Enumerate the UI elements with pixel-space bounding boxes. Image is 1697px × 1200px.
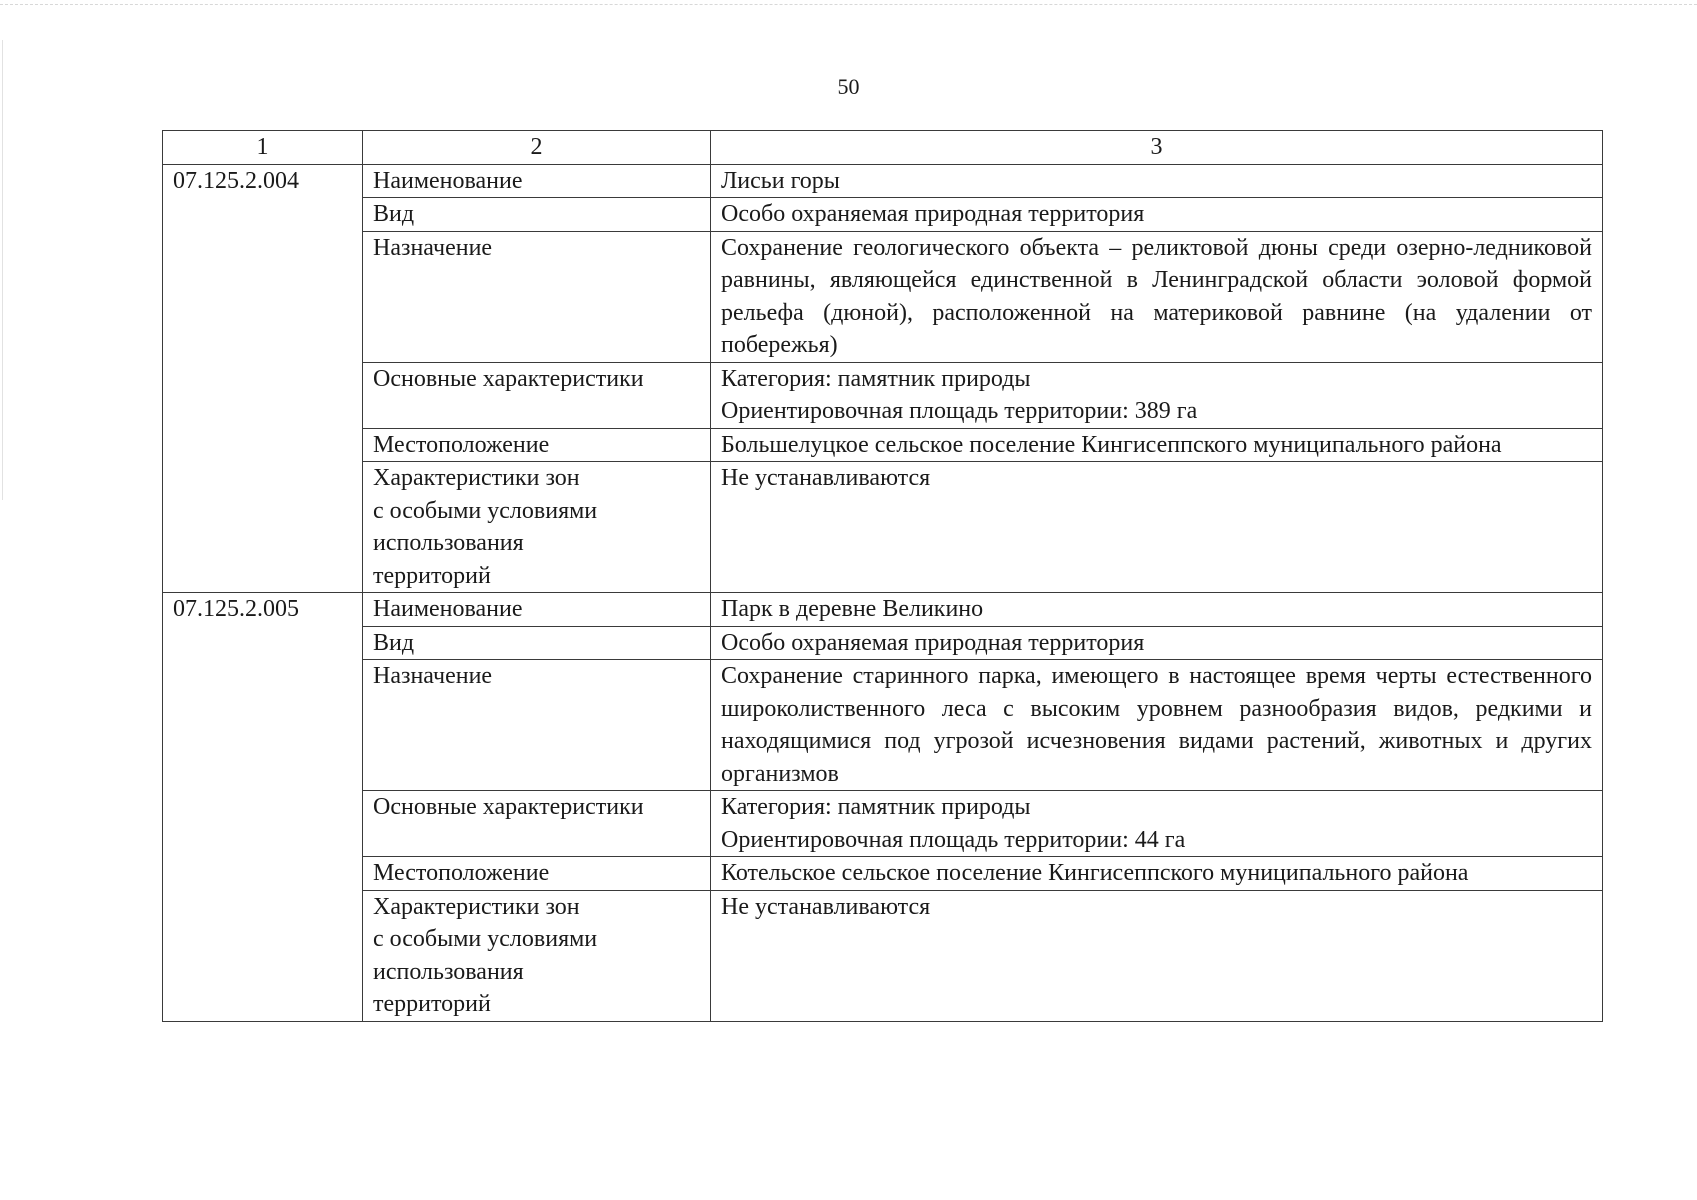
column-header-2: 2 xyxy=(363,131,711,165)
row-value: Не устанавливаются xyxy=(711,462,1603,593)
row-label: Наименование xyxy=(363,593,711,627)
table-row xyxy=(163,462,1603,593)
label-line: территорий xyxy=(373,562,491,589)
column-header-1: 1 xyxy=(163,131,363,165)
table-row xyxy=(163,791,1603,857)
row-value: Большелуцкое сельское поселение Кингисеппского муниципального района xyxy=(711,428,1603,462)
row-value: Лисьи горы xyxy=(711,164,1603,198)
label-line: с особыми условиями xyxy=(373,926,598,952)
table-row xyxy=(163,890,1603,1021)
row-label xyxy=(363,462,711,593)
row-value: Особо охраняемая природная территория xyxy=(711,198,1603,232)
table-row xyxy=(163,164,1603,198)
row-label: Назначение xyxy=(363,231,711,362)
label-line: Характеристики зон xyxy=(373,893,580,920)
row-label: Местоположение xyxy=(363,428,711,462)
table-row xyxy=(163,857,1603,891)
value-line: Ориентировочная площадь территории: 44 га xyxy=(721,826,1186,853)
table-row xyxy=(163,428,1603,462)
row-value xyxy=(711,791,1603,857)
row-label: Наименование xyxy=(363,164,711,198)
value-line: Категория: памятник природы xyxy=(721,794,1031,820)
label-line: территорий xyxy=(373,991,491,1017)
table-row xyxy=(163,660,1603,791)
value-line: Категория: памятник природы xyxy=(721,365,1031,392)
record-code: 07.125.2.005 xyxy=(163,593,363,1022)
label-line: использования xyxy=(373,530,524,556)
table-row xyxy=(163,626,1603,660)
column-header-3: 3 xyxy=(711,131,1603,165)
row-label: Основные характеристики xyxy=(363,791,711,857)
row-label: Вид xyxy=(363,626,711,660)
label-line: с особыми условиями xyxy=(373,497,598,524)
document-table xyxy=(162,130,1603,1022)
row-label: Вид xyxy=(363,198,711,232)
label-line: Характеристики зон xyxy=(373,465,580,491)
row-value: Сохранение геологического объекта – реликтовой дюны среди озерно-ледниковой равнины, являющейся единственной в Ленинградской области эоловой формой рельефа (дюной), расположенной на материковой равнине (на удалении от побережья) xyxy=(711,231,1603,362)
scan-edge-top xyxy=(0,4,1697,5)
row-label: Местоположение xyxy=(363,857,711,891)
scan-edge-left xyxy=(2,40,3,500)
row-label: Основные характеристики xyxy=(363,362,711,428)
record-code: 07.125.2.004 xyxy=(163,164,363,593)
table-row xyxy=(163,593,1603,627)
row-value: Котельское сельское поселение Кингисеппского муниципального района xyxy=(711,857,1603,891)
row-value: Особо охраняемая природная территория xyxy=(711,626,1603,660)
page-number: 50 xyxy=(837,74,860,99)
label-line: использования xyxy=(373,958,524,985)
table-row xyxy=(163,198,1603,232)
value-line: Ориентировочная площадь территории: 389 га xyxy=(721,398,1198,424)
row-value: Не устанавливаются xyxy=(711,890,1603,1021)
table-header-row xyxy=(163,131,1603,165)
row-value: Сохранение старинного парка, имеющего в настоящее время черты естественного широколиственного леса с высоким уровнем разнообразия видов, редкими и находящимися под угрозой исчезновения видами растений, животных и других организмов xyxy=(711,660,1603,791)
row-label: Назначение xyxy=(363,660,711,791)
table-row xyxy=(163,362,1603,428)
row-value: Парк в деревне Великино xyxy=(711,593,1603,627)
table-row xyxy=(163,231,1603,362)
row-value xyxy=(711,362,1603,428)
row-label xyxy=(363,890,711,1021)
